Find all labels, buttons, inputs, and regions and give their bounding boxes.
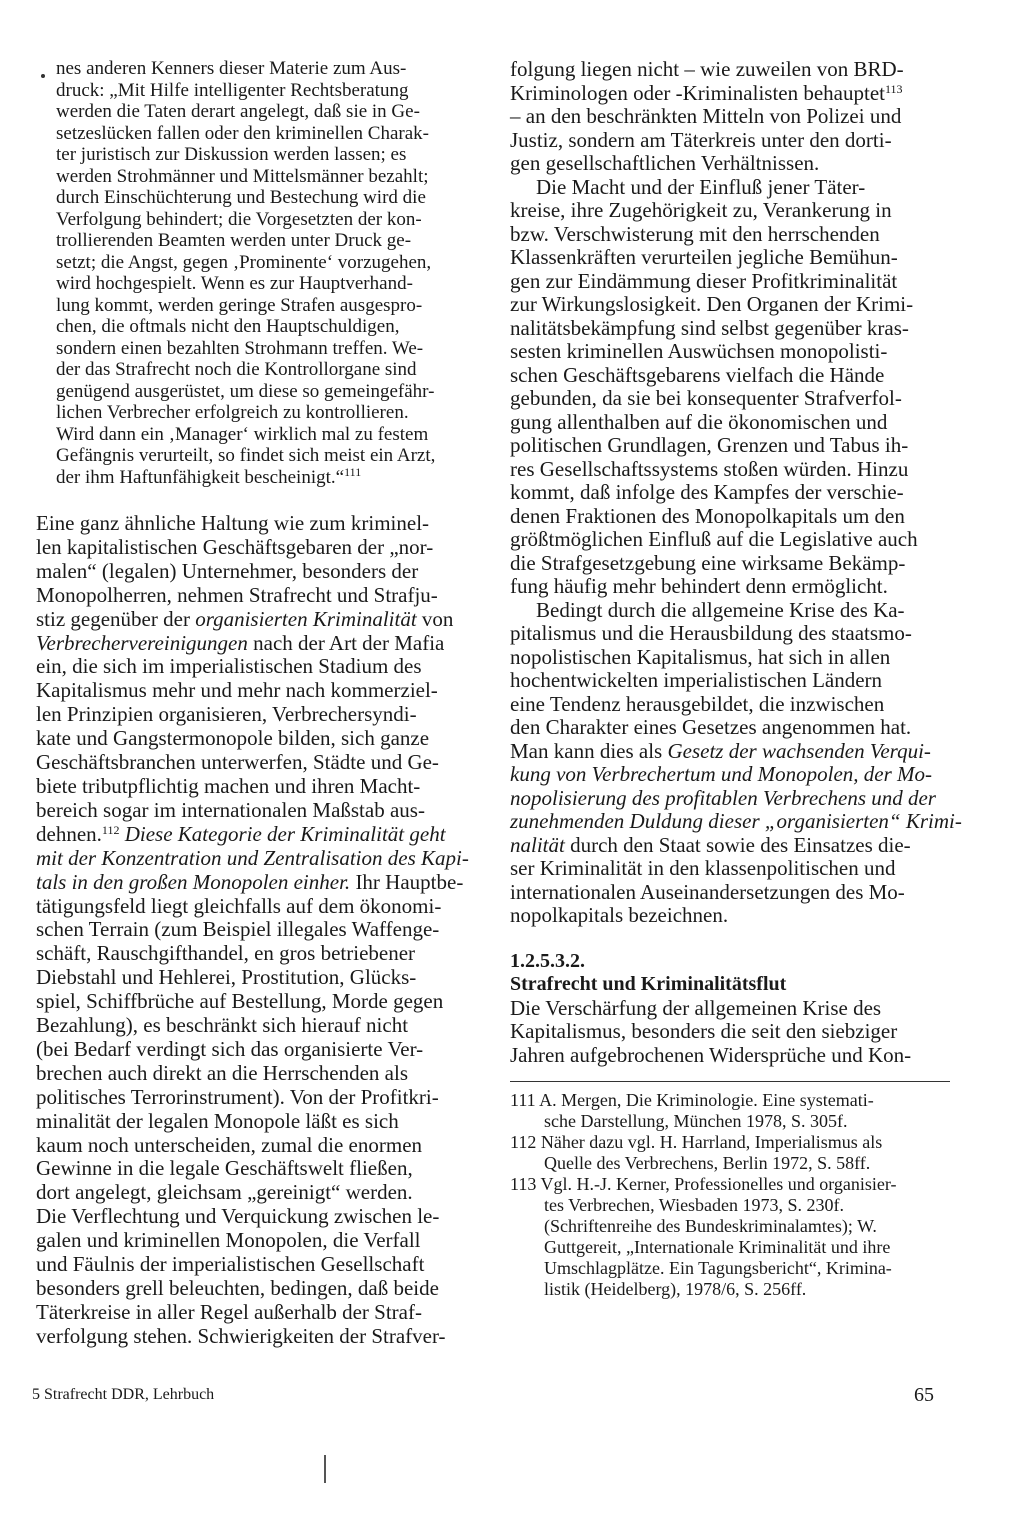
footnote-ref-111[interactable]: 111 [344, 464, 362, 479]
body-line: bzw. Verschwisterung mit den herrschenden [510, 221, 880, 246]
body-line: Täterkreise in aller Regel außerhalb der Straf- [36, 1299, 422, 1324]
body-line: Bedingt durch die allgemeine Krise des Ka- [536, 597, 905, 622]
quote-line: Verfolgung behindert; die Vorgesetzten der kon- [56, 208, 422, 230]
emphasis-text: nopolisierung des profitablen Verbrechens und der [510, 785, 936, 810]
body-line: biete tributpflichtig machen und ihren Macht- [36, 773, 421, 798]
body-line: bereich sogar im internationalen Maßstab aus- [36, 797, 425, 822]
body-line: nopolistischen Kapitalismus, hat sich in allen [510, 644, 891, 669]
body-line [36, 632, 486, 656]
body-text: durch den Staat sowie des Einsatzes die- [570, 832, 911, 857]
body-line: internationalen Auseinandersetzungen des Mo- [510, 879, 905, 904]
body-line: Diebstahl und Hehlerei, Prostitution, Glücks- [36, 965, 417, 990]
right-column [510, 57, 962, 1300]
section-number: 1.2.5.3.2. [510, 949, 585, 972]
scan-artifact [324, 1455, 326, 1483]
body-line: malen“ (legalen) Unternehmer, besonders der [36, 558, 419, 583]
quote-line: der das Strafrecht noch die Kontrollorgane sind [56, 359, 417, 380]
footnote-line: Quelle des Verbrechens, Berlin 1972, S. 58ff. [544, 1153, 871, 1174]
emphasis-text: nalität [510, 832, 565, 857]
body-line [510, 763, 956, 787]
body-line: kate und Gangstermonopole bilden, sich ganze [36, 726, 430, 751]
body-line [36, 871, 486, 895]
quote-line: durch Einschüchterung und Bestechung wird die [56, 187, 426, 208]
left-column [36, 58, 486, 1349]
body-line: – an den beschränkten Mitteln von Polizei und [510, 104, 902, 128]
emphasis-text: kung von Verbrechertum und Monopolen, der Mo- [510, 762, 933, 786]
body-line: Jahren aufgebrochenen Widersprüche und Kon- [510, 1042, 912, 1067]
body-line [510, 809, 962, 834]
page-number: 65 [914, 1384, 934, 1406]
body-line: Kapitalismus mehr und mehr nach kommerziel- [36, 678, 438, 703]
body-line [510, 834, 956, 858]
body-line: die Strafgesetzgebung eine wirksame Bekämp- [510, 550, 906, 575]
body-line: (bei Bedarf verdingt sich das organisierte Ver- [36, 1036, 424, 1061]
body-line: größtmöglichen Einfluß auf die Legislative auch [510, 527, 918, 551]
body-line: brechen auch direkt an die Herrschenden als [36, 1060, 408, 1085]
footnote-divider [510, 1081, 950, 1082]
body-text: nach der Art der Mafia [253, 630, 445, 655]
printer-signature: 5 Strafrecht DDR, Lehrbuch [32, 1386, 215, 1403]
body-line: gen gesellschaftlichen Verhältnissen. [510, 151, 820, 175]
quote-line: wird hochgespielt. Wenn es zur Hauptverhand- [56, 273, 413, 294]
quote-line: trollierenden Beamten werden unter Druck ge- [56, 230, 412, 251]
body-line: ser Kriminalität in den klassenpolitischen und [510, 856, 896, 880]
body-line: dort angelegt, gleichsam „gereinigt“ werden. [36, 1180, 413, 1205]
body-line: galen und kriminellen Monopolen, die Verfall [36, 1228, 421, 1253]
quote-line: werden die Taten derart angelegt, daß sie in Ge- [56, 101, 420, 122]
body-line [510, 787, 956, 811]
body-line: zur Wirkungslosigkeit. Den Organen der Krimi- [510, 292, 914, 316]
section-title: Strafrecht und Kriminalitätsflut [510, 973, 787, 996]
body-line: Die Verflechtung und Verquickung zwischen le- [36, 1204, 440, 1229]
quote-line: werden Strohmänner und Mittelsmänner bezahlt; [56, 165, 429, 187]
footnote-ref-113[interactable]: 113 [885, 81, 903, 96]
quote-line: setzt; die Angst, gegen ‚Prominente‘ vorzugehen, [56, 251, 432, 273]
quote-line: Gefängnis verurteilt, so findet sich meist ein Arzt, [56, 445, 436, 466]
footnote-ref-112[interactable]: 112 [101, 822, 120, 837]
body-line: kaum noch unterscheiden, zumal die enormen [36, 1132, 423, 1157]
footnote-line: tes Verbrechen, Wiesbaden 1973, S. 230f. [544, 1195, 845, 1216]
body-line: Geschäftsbranchen unterwerfen, Städte und Ge- [36, 750, 439, 775]
body-line: den Charakter eines Gesetzes angenommen hat. [510, 715, 912, 739]
body-line: schäft, Rauschgifthandel, en gros betriebener [36, 941, 416, 966]
body-line [510, 740, 956, 764]
body-line: minalität der legalen Monopole läßt es sich [36, 1108, 399, 1133]
body-text: Ihr Hauptbe- [355, 869, 464, 894]
quote-line: lung kommt, werden geringe Strafen ausgespro- [56, 294, 423, 316]
footnote-line: Guttgereit, „Internationale Kriminalität und ihre [544, 1237, 891, 1258]
body-text: Kriminologen oder -Kriminalisten behauptet [510, 80, 885, 105]
footnote-line: Umschlagplätze. Ein Tagungsbericht“, Krimina- [544, 1258, 892, 1279]
emphasis-text: Verbrechervereinigungen [36, 630, 248, 655]
body-line: Die Verschärfung der allgemeinen Krise des [510, 995, 882, 1020]
body-text: von [421, 606, 454, 631]
quote-line: genügend ausgerüstet, um diese so gemeingefähr- [56, 380, 435, 402]
body-line: ein, die sich im imperialistischen Stadium des [36, 654, 422, 679]
body-line: fung häufig mehr behindert denn ermöglicht. [510, 574, 888, 598]
body-line [36, 823, 486, 847]
body-line: Klassenkräften verurteilen jegliche Bemühun- [510, 245, 898, 269]
body-line: Gewinne in die legale Geschäftswelt fließen, [36, 1156, 413, 1181]
emphasis-text: zunehmenden Duldung dieser „organisierten“ Krimi- [510, 809, 962, 833]
emphasis-text: Gesetz der wachsenden Verqui- [667, 738, 931, 763]
body-line [36, 608, 486, 632]
body-line: nalitätsbekämpfung sind selbst gegenüber kras- [510, 315, 909, 340]
body-line: Kapitalismus, besonders die seit den siebziger [510, 1019, 898, 1044]
quote-line [36, 464, 486, 489]
emphasis-text: mit der Konzentration und Zentralisation des Kapi- [36, 845, 469, 870]
body-paragraph-right-1 [510, 58, 956, 176]
body-line: Monopolherren, nehmen Strafrecht und Strafju- [36, 582, 438, 607]
body-line: spiel, Schiffbrüche auf Bestellung, Morde gegen [36, 989, 444, 1014]
quote-line: ter juristisch zur Diskussion werden lassen; es [56, 144, 407, 165]
body-line: besonders grell beleuchten, bedingen, daß beide [36, 1276, 439, 1300]
body-line: hochentwickelten imperialistischen Ländern [510, 668, 883, 692]
quote-line-text: der ihm Haftunfähigkeit bescheinigt.“ [56, 466, 345, 488]
body-line: kreise, ihre Zugehörigkeit zu, Verankerung in [510, 198, 892, 222]
body-line: verfolgung stehen. Schwierigkeiten der Strafver- [36, 1323, 446, 1348]
quote-line: druck: „Mit Hilfe intelligenter Rechtsberatung [56, 79, 409, 101]
body-line: gebunden, da sie bei konsequenter Strafverfol- [510, 386, 902, 410]
body-line: gen zur Eindämmung dieser Profitkriminalität [510, 268, 898, 293]
quote-line: chen, die oftmals nicht den Hauptschuldigen, [56, 316, 400, 337]
body-line: Justiz, sondern am Täterkreis unter den dorti- [510, 127, 892, 152]
body-line: pitalismus und die Herausbildung des staatsmo- [510, 621, 912, 645]
body-line: tätigungsfeld liegt gleichfalls auf dem ökonomi- [36, 893, 442, 918]
body-line: folgung liegen nicht – wie zuweilen von BRD- [510, 57, 904, 81]
body-paragraph-right-4 [510, 997, 956, 1068]
body-line: len kapitalistischen Geschäftsgebaren der „nor- [36, 534, 434, 559]
body-line: Bezahlung), es beschränkt sich hierauf nicht [36, 1013, 409, 1038]
body-paragraph-right-3 [510, 597, 962, 928]
body-line [36, 847, 486, 871]
quote-line: Wird dann ein ‚Manager‘ wirklich mal zu festem [56, 423, 429, 445]
footnote-line: (Schriftenreihe des Bundeskriminalamtes); W. [544, 1216, 877, 1237]
quote-line: lichen Verbrecher erfolgreich zu kontrollieren. [56, 402, 409, 423]
body-line: kommt, daß infolge des Kampfes der verschie- [510, 480, 904, 504]
footnote-line: 111 A. Mergen, Die Kriminologie. Eine systemati- [510, 1090, 874, 1111]
body-text: dehnen. [36, 821, 102, 846]
body-text: Man kann dies als [510, 738, 663, 763]
footnotes [510, 1090, 956, 1300]
footnote-line: 112 Näher dazu vgl. H. Harrland, Imperialismus als [510, 1132, 883, 1153]
body-line: nopolkapitals bezeichnen. [510, 903, 729, 927]
body-line: res Gesellschaftssystems stoßen würden. Hinzu [510, 456, 909, 481]
quote-line: nes anderen Kenners dieser Materie zum Aus- [56, 58, 407, 79]
body-line: denen Fraktionen des Monopolkapitals um den [510, 503, 905, 528]
block-quote [36, 58, 486, 488]
body-line: Die Macht und der Einfluß jener Täter- [536, 174, 866, 199]
body-text: stiz gegenüber der [36, 606, 190, 631]
body-line: gung allenthalben auf die ökonomischen und [510, 409, 888, 434]
body-paragraph-right-2 [510, 176, 956, 599]
footnote-line: 113 Vgl. H.-J. Kerner, Professionelles und organisier- [510, 1174, 897, 1195]
quote-line: setzeslücken fallen oder den kriminellen Charak- [56, 122, 429, 144]
body-line: eine Tendenz herausgebildet, die inzwischen [510, 691, 885, 716]
emphasis-text: tals in den großen Monopolen einher. [36, 869, 351, 894]
emphasis-text: Diese Kategorie der Kriminalität geht [124, 821, 446, 846]
body-line [510, 82, 956, 106]
quote-line: sondern einen bezahlten Strohmann treffen. We- [56, 337, 424, 359]
body-paragraph-left [36, 512, 486, 1349]
body-line: politischen Grundlagen, Grenzen und Tabus ih- [510, 433, 909, 457]
body-line: len Prinzipien organisieren, Verbrechersyndi- [36, 702, 417, 727]
body-line: schen Geschäftsgebarens vielfach die Hände [510, 362, 885, 387]
body-line: und Fäulnis der imperialistischen Gesellschaft [36, 1252, 425, 1277]
body-line: Eine ganz ähnliche Haltung wie zum kriminel- [36, 511, 430, 535]
body-line: sesten kriminellen Auswüchsen monopolisti- [510, 339, 888, 363]
emphasis-text: organisierten Kriminalität [195, 606, 417, 631]
body-line: politisches Terrorinstrument). Von der Profitkri- [36, 1084, 439, 1109]
footnote-line: listik (Heidelberg), 1978/6, S. 256ff. [544, 1279, 807, 1300]
body-line: schen Terrain (zum Beispiel illegales Waffenge- [36, 917, 440, 942]
footnote-line: sche Darstellung, München 1978, S. 305f. [544, 1111, 848, 1132]
